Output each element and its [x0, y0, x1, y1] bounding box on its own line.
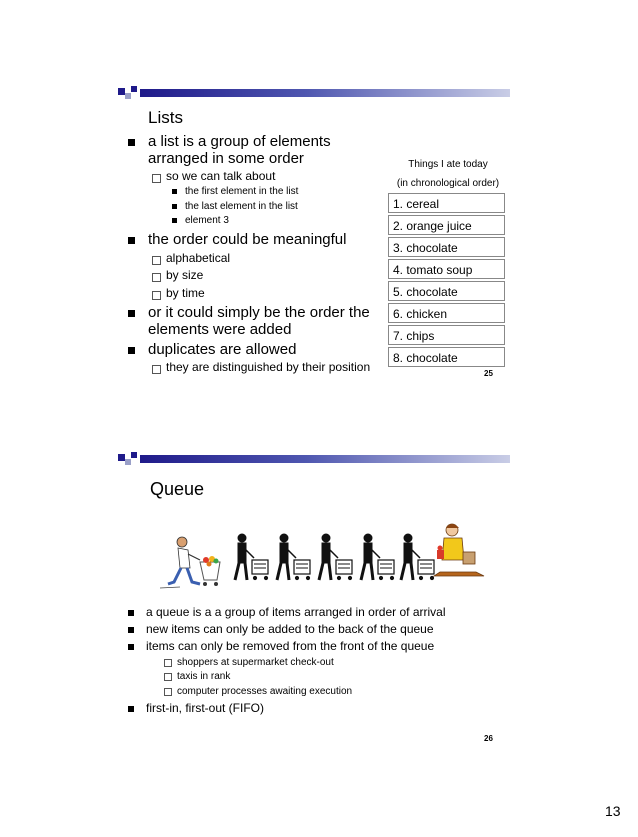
- sub-bullet-text: they are distinguished by their position: [166, 360, 371, 374]
- bullet-text: first-in, first-out (FIFO): [146, 701, 264, 715]
- list-item: 6. chicken: [388, 303, 505, 323]
- sub-bullet: [164, 655, 334, 670]
- sub-sub-bullet: [172, 185, 298, 198]
- bullet-item: [128, 231, 346, 248]
- bullet-item: [128, 638, 434, 655]
- bullet-text: items can only be removed from the front of the queue: [146, 639, 435, 653]
- list-item: 1. cereal: [388, 193, 505, 213]
- sub-sub-bullet: [172, 214, 229, 227]
- bullet-text: the order could be meaningful: [148, 231, 347, 248]
- slide-page-number: 25: [484, 369, 493, 378]
- sub-bullet-text: taxis in rank: [177, 671, 231, 682]
- slide-title: Queue: [150, 479, 205, 499]
- sub-bullet-text: computer processes awaiting execution: [177, 686, 353, 697]
- sub-bullet-text: so we can talk about: [166, 169, 276, 183]
- sub-bullet-text: by time: [166, 286, 205, 300]
- bullet-item: [128, 133, 331, 167]
- slide-page-number: 26: [484, 734, 493, 743]
- list-item: 2. orange juice: [388, 215, 505, 235]
- sub-sub-bullet-text: the first element in the list: [185, 186, 299, 197]
- sub-sub-bullet-text: element 3: [185, 215, 229, 226]
- list-caption-sub: (in chronological order): [396, 178, 500, 189]
- sub-bullet: [152, 286, 205, 301]
- queue-illustration: [150, 520, 485, 595]
- bullet-text: a queue is a a group of items arranged in order of arrival: [146, 605, 446, 619]
- sub-bullet-text: by size: [166, 268, 204, 282]
- list-item: 3. chocolate: [388, 237, 505, 257]
- bullet-item: [128, 341, 296, 358]
- bullet-text: duplicates are allowed: [148, 341, 297, 358]
- list-item: 4. tomato soup: [388, 259, 505, 279]
- list-item: 7. chips: [388, 325, 505, 345]
- list-item: 5. chocolate: [388, 281, 505, 301]
- sheet-page-number: 13: [605, 803, 621, 819]
- bullet-item: [128, 604, 446, 621]
- bullet-item: [128, 304, 370, 338]
- shopper-icon: [160, 537, 220, 588]
- bullet-text: elements were added: [148, 321, 292, 338]
- list-item: 8. chocolate: [388, 347, 505, 367]
- sub-sub-bullet-text: the last element in the list: [185, 201, 298, 212]
- sub-bullet: [152, 169, 275, 184]
- sub-bullet: [164, 669, 230, 684]
- sub-bullet: [152, 268, 203, 283]
- slide-title: Lists: [148, 108, 183, 127]
- bullet-text: or it could simply be the order the: [148, 304, 370, 321]
- sub-bullet-text: alphabetical: [166, 251, 231, 265]
- sub-bullet-text: shoppers at supermarket check-out: [177, 657, 334, 668]
- cashier-icon: [434, 524, 484, 576]
- bullet-text: arranged in some order: [148, 150, 304, 167]
- sub-bullet: [152, 360, 370, 375]
- queued-shopper-icon: [235, 534, 434, 580]
- slide-header-decoration: [118, 452, 510, 466]
- list-caption: Things I ate today: [408, 159, 488, 170]
- sub-bullet: [152, 251, 230, 266]
- sub-bullet: [164, 684, 352, 699]
- bullet-item: [128, 700, 264, 717]
- sub-sub-bullet: [172, 200, 298, 213]
- bullet-text: a list is a group of elements: [148, 133, 331, 150]
- slide-header-decoration: [118, 86, 510, 100]
- bullet-item: [128, 621, 434, 638]
- bullet-text: new items can only be added to the back of the queue: [146, 622, 434, 636]
